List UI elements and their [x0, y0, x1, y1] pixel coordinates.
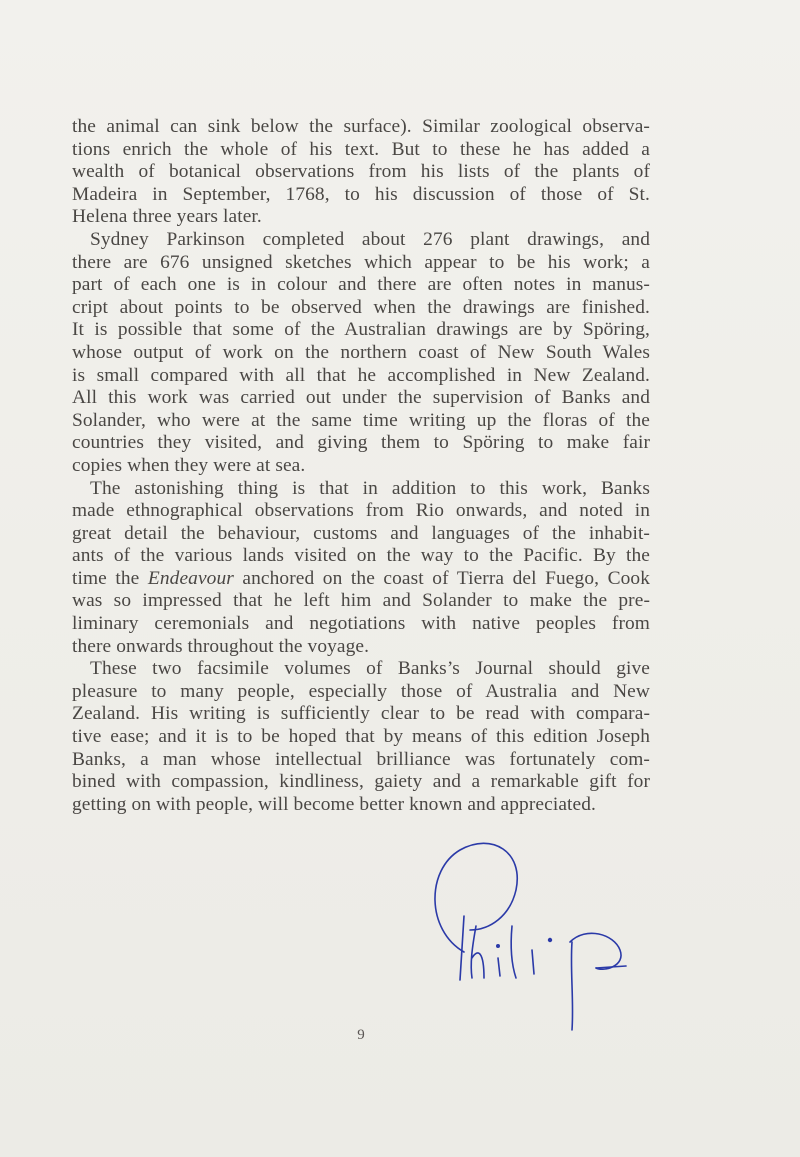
text-line: Banks, a man whose intellectual brilliance was fortunately com-	[72, 748, 650, 770]
text-line-ship	[72, 568, 650, 591]
text-line: made ethnographical observations from Rio onwards, and noted in	[72, 500, 650, 522]
text-line: there are 676 unsigned sketches which appear to be his work; a	[72, 251, 650, 273]
text-line: ants of the various lands visited on the way to the Pacific. By the	[72, 545, 650, 567]
text-line: liminary ceremonials and negotiations with native peoples from	[72, 613, 650, 635]
text-line: was so impressed that he left him and Solander to make the pre-	[72, 590, 650, 612]
text-segment: time the	[72, 567, 148, 589]
text-line: wealth of botanical observations from his lists of the plants of	[72, 161, 650, 183]
text-line: All this work was carried out under the supervision of Banks and	[72, 387, 650, 409]
body-text	[72, 116, 650, 816]
text-line: cript about points to be observed when the drawings are finished.	[72, 296, 650, 318]
paragraph-astonishing	[72, 478, 650, 659]
text-line: whose output of work on the northern coast of New South Wales	[72, 341, 650, 363]
text-line: tive ease; and it is to be hoped that by means of this edition Joseph	[72, 726, 650, 748]
text-line: countries they visited, and giving them to Spöring to make fair	[72, 432, 650, 454]
text-line: pleasure to many people, especially those of Australia and New	[72, 680, 650, 702]
text-line: getting on with people, will become better known and appreciated.	[72, 793, 596, 815]
text-line: bined with compassion, kindliness, gaiety and a remarkable gift for	[72, 771, 650, 793]
ship-name: Endeavour	[147, 567, 234, 589]
text-line: the animal can sink below the surface). Similar zoological observa-	[72, 116, 650, 137]
text-segment: anchored on the coast of Tierra del Fuego, Cook	[233, 567, 651, 589]
text-line: These two facsimile volumes of Banks’s Journal should give	[90, 658, 650, 680]
text-line: Helena three years later.	[72, 206, 262, 228]
text-line: The astonishing thing is that in addition to this work, Banks	[90, 477, 650, 499]
text-line: tions enrich the whole of his text. But to these he has added a	[72, 138, 650, 160]
text-line: part of each one is in colour and there are often notes in manus-	[72, 274, 650, 296]
text-line: copies when they were at sea.	[72, 454, 306, 476]
paragraph-parkinson	[72, 229, 650, 478]
text-line: there onwards throughout the voyage.	[72, 635, 370, 657]
text-line: is small compared with all that he accomplished in New Zealand.	[72, 364, 650, 386]
text-line: great detail the behaviour, customs and languages of the inhabit-	[72, 522, 650, 544]
signature	[420, 830, 640, 1040]
paragraph-facsimile	[72, 658, 650, 816]
text-line: Madeira in September, 1768, to his discussion of those of St.	[72, 183, 650, 205]
text-line: It is possible that some of the Australian drawings are by Spöring,	[72, 319, 650, 341]
page-number: 9	[357, 1027, 365, 1043]
text-line: Sydney Parkinson completed about 276 plant drawings, and	[90, 228, 650, 250]
paragraph-continued	[72, 116, 650, 229]
text-line: Solander, who were at the same time writing up the floras of the	[72, 409, 650, 431]
text-line: Zealand. His writing is sufficiently clear to be read with compara-	[72, 703, 650, 725]
